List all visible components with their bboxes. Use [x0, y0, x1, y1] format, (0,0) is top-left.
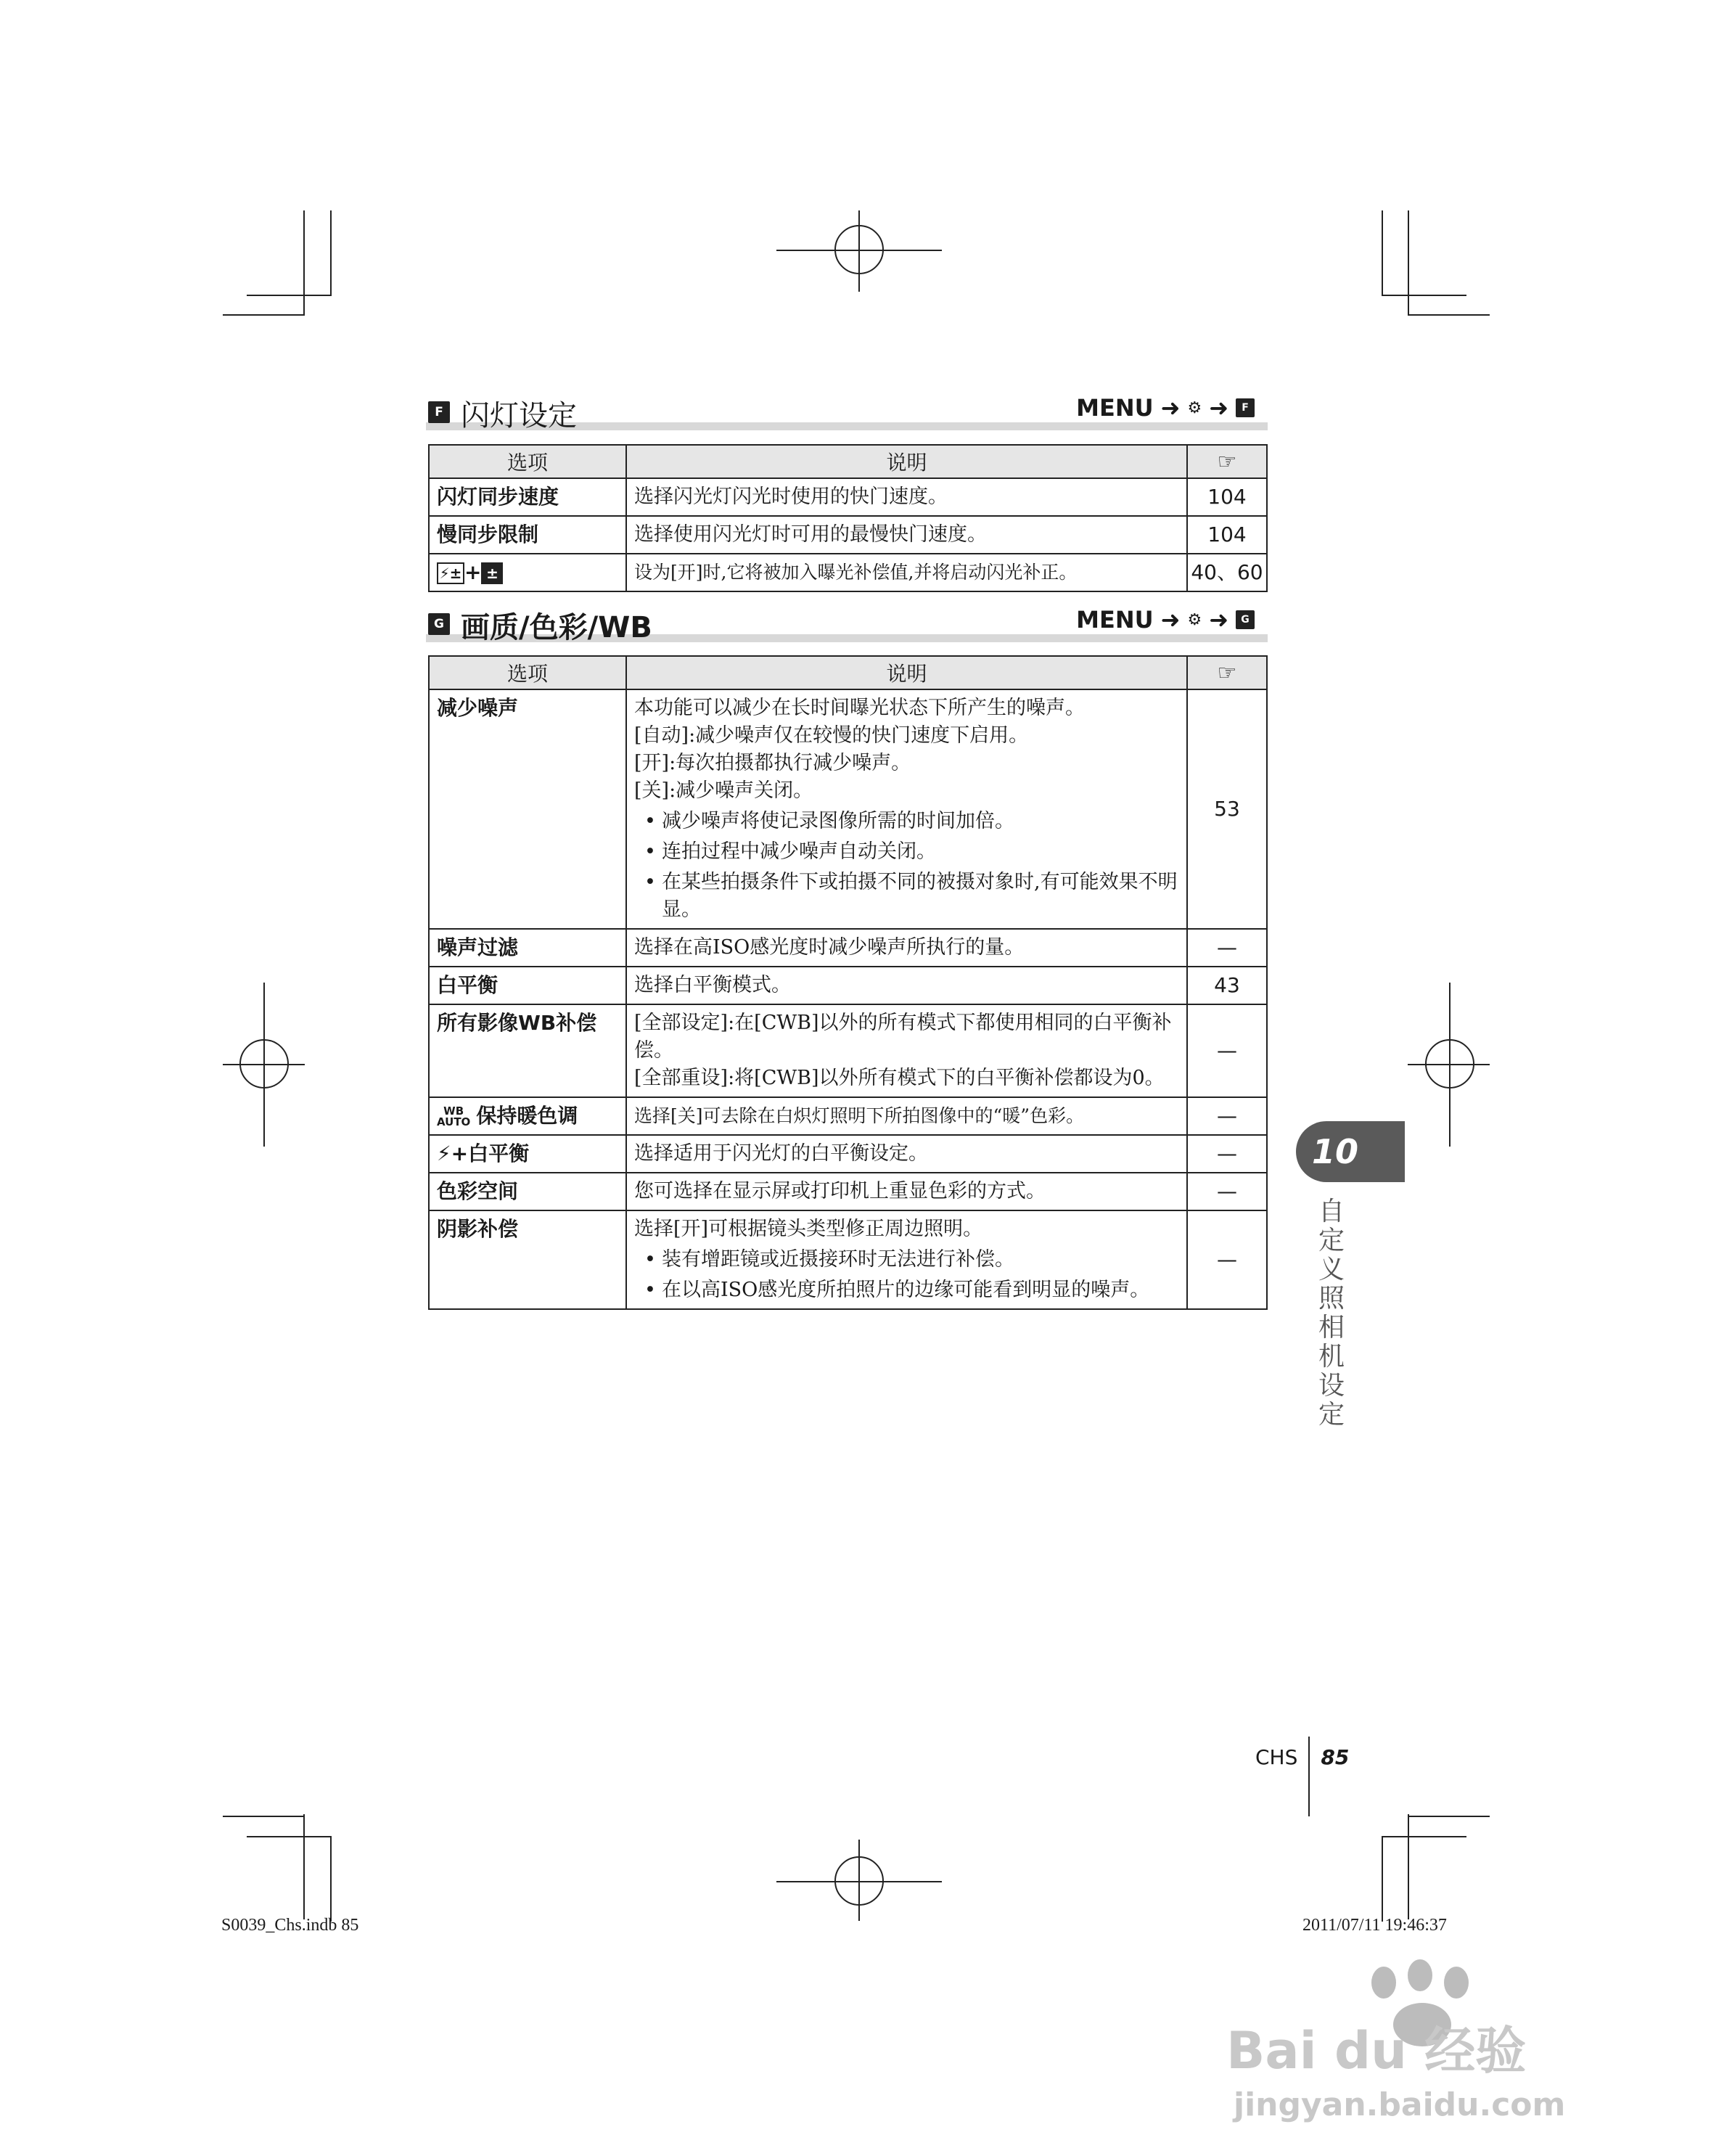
crop-mark: [223, 1064, 305, 1065]
crop-mark: [330, 210, 332, 296]
table-row: [429, 1097, 1267, 1135]
exposure-compensation-icon: ±: [481, 562, 503, 584]
description-cell: 选择[关]可去除在白炽灯照明下所拍图像中的“暖”色彩。: [626, 1097, 1187, 1135]
crop-mark: [247, 1836, 332, 1837]
arrow-right-icon: ➜: [1160, 606, 1181, 634]
table-row: [429, 1135, 1267, 1173]
table-row: [429, 1173, 1267, 1210]
ref-cell: —: [1187, 1004, 1267, 1097]
table-row: [429, 478, 1267, 516]
description-cell: 选择使用闪光灯时可用的最慢快门速度。: [626, 516, 1187, 554]
ref-cell: 53: [1187, 689, 1267, 929]
crop-mark: [858, 1840, 860, 1921]
flash-settings-icon: F: [428, 401, 450, 423]
description-cell: 设为[开]时,它将被加入曝光补偿值,并将启动闪光补正。: [626, 554, 1187, 591]
crop-mark: [1408, 1816, 1490, 1817]
table-row: [429, 967, 1267, 1004]
ref-cell: —: [1187, 1210, 1267, 1309]
divider: [1308, 1737, 1310, 1816]
arrow-right-icon: ➜: [1160, 394, 1181, 422]
ref-cell: 104: [1187, 478, 1267, 516]
option-cell: [429, 1135, 626, 1173]
crop-mark: [1408, 314, 1490, 316]
table-row: [429, 689, 1267, 929]
bullet-note: • 在某些拍摄条件下或拍摄不同的被摄对象时,有可能效果不明显。: [634, 869, 1179, 924]
chapter-tab: 10: [1296, 1121, 1405, 1182]
plus-sign: +: [464, 560, 482, 584]
description-cell: [626, 1004, 1187, 1097]
crop-mark: [223, 1816, 305, 1817]
description-line: [开]:每次拍摄都执行减少噪声。: [634, 752, 911, 774]
page-reference-icon: ☞: [1217, 660, 1237, 686]
option-cell: 白平衡: [429, 967, 626, 1004]
paw-icon: [1408, 1959, 1432, 1991]
ref-cell: —: [1187, 929, 1267, 967]
crop-mark: [1408, 1814, 1409, 1919]
section-title: 画质/色彩/WB: [461, 611, 652, 644]
crop-mark: [1382, 210, 1383, 296]
crop-mark: [247, 295, 332, 296]
column-header-ref: [1187, 656, 1267, 689]
table-row: [429, 554, 1267, 591]
arrow-right-icon: ➜: [1209, 394, 1228, 422]
ref-cell: —: [1187, 1173, 1267, 1210]
image-quality-icon: G: [1236, 610, 1255, 629]
image-quality-icon: G: [428, 613, 450, 635]
crop-mark: [1382, 295, 1466, 296]
section-image-quality-header: [426, 606, 1268, 644]
crop-mark: [303, 210, 305, 316]
option-cell: 所有影像WB补偿: [429, 1004, 626, 1097]
column-header-option: 选项: [429, 656, 626, 689]
gear-icon: ⚙: [1187, 610, 1202, 629]
crop-mark: [1382, 1836, 1383, 1922]
table-header: [429, 445, 1267, 478]
flash-icon: ⚡: [437, 1141, 451, 1165]
section-flash-header: [426, 394, 1268, 433]
chapter-title-vertical: 自定义照相机设定: [1318, 1197, 1345, 1430]
crop-mark: [776, 250, 942, 251]
ref-cell: 40、60: [1187, 554, 1267, 591]
option-cell: 减少噪声: [429, 689, 626, 929]
crop-mark: [858, 210, 860, 292]
paw-icon: [1371, 1967, 1396, 1999]
flash-settings-icon: F: [1236, 398, 1255, 417]
description-cell: 选择在高ISO感光度时减少噪声所执行的量。: [626, 929, 1187, 967]
menu-label: MENU: [1076, 606, 1154, 634]
watermark: [1226, 1959, 1604, 2134]
description-line: [全部重设]:将[CWB]以外所有模式下的白平衡补偿都设为0。: [634, 1067, 1165, 1089]
watermark-url: jingyan.baidu.com: [1234, 2086, 1566, 2123]
crop-mark: [330, 1836, 332, 1922]
description-cell: [626, 689, 1187, 929]
page-number-block: [1255, 1745, 1349, 1769]
ref-cell: —: [1187, 1135, 1267, 1173]
image-quality-table: [428, 655, 1268, 1310]
description-cell: 选择适用于闪光灯的白平衡设定。: [626, 1135, 1187, 1173]
option-cell: [429, 1097, 626, 1135]
crop-mark: [1408, 1064, 1490, 1065]
description-cell: 选择闪光灯闪光时使用的快门速度。: [626, 478, 1187, 516]
ref-cell: —: [1187, 1097, 1267, 1135]
crop-mark: [776, 1881, 942, 1882]
option-cell: 阴影补偿: [429, 1210, 626, 1309]
description-line: 选择[开]可根据镜头类型修正周边照明。: [634, 1218, 983, 1240]
option-cell: 噪声过滤: [429, 929, 626, 967]
paw-icon: [1444, 1967, 1469, 1999]
gear-icon: ⚙: [1187, 398, 1202, 417]
crop-mark: [1382, 1836, 1466, 1837]
option-cell: 色彩空间: [429, 1173, 626, 1210]
footer-timestamp: 2011/07/11 19:46:37: [1302, 1916, 1447, 1935]
bullet-note: • 装有增距镜或近摄接环时无法进行补偿。: [634, 1246, 1179, 1274]
page-number: 85: [1321, 1745, 1350, 1769]
bullet-note: • 连拍过程中减少噪声自动关闭。: [634, 838, 1179, 866]
description-cell: 您可选择在显示屏或打印机上重显色彩的方式。: [626, 1173, 1187, 1210]
description-line: [关]:减少噪声关闭。: [634, 779, 813, 802]
ref-cell: 104: [1187, 516, 1267, 554]
table-header: [429, 656, 1267, 689]
crop-mark: [303, 1814, 305, 1919]
ref-cell: 43: [1187, 967, 1267, 1004]
column-header-ref: [1187, 445, 1267, 478]
footer-file-slug: S0039_Chs.indb 85: [221, 1916, 359, 1935]
watermark-brand: Bai du 经验: [1226, 2021, 1527, 2081]
column-header-option: 选项: [429, 445, 626, 478]
table-row: [429, 516, 1267, 554]
table-row: [429, 929, 1267, 967]
crop-mark: [1408, 210, 1409, 316]
option-cell: 闪灯同步速度: [429, 478, 626, 516]
flash-compensation-icon: ⚡±: [437, 562, 464, 584]
section-title: 闪灯设定: [461, 399, 577, 433]
menu-path: [1076, 606, 1255, 634]
description-line: [全部设定]:在[CWB]以外的所有模式下都使用相同的白平衡补偿。: [634, 1012, 1172, 1062]
option-cell: [429, 554, 626, 591]
option-label: +白平衡: [451, 1141, 530, 1165]
wb-auto-icon: WB AUTO: [437, 1104, 471, 1128]
column-header-description: 说明: [626, 656, 1187, 689]
description-line: 本功能可以减少在长时间曝光状态下所产生的噪声。: [634, 697, 1085, 719]
arrow-right-icon: ➜: [1209, 606, 1228, 634]
bullet-note: • 在以高ISO感光度所拍照片的边缘可能看到明显的噪声。: [634, 1276, 1179, 1304]
menu-path: [1076, 394, 1255, 422]
bullet-note: • 减少噪声将使记录图像所需的时间加倍。: [634, 808, 1179, 835]
page-reference-icon: ☞: [1217, 448, 1237, 475]
table-row: [429, 1004, 1267, 1097]
table-row: [429, 1210, 1267, 1309]
column-header-description: 说明: [626, 445, 1187, 478]
description-cell: [626, 1210, 1187, 1309]
description-line: [自动]:减少噪声仅在较慢的快门速度下启用。: [634, 724, 1029, 747]
option-label: 保持暖色调: [476, 1104, 578, 1128]
crop-mark: [223, 314, 305, 316]
menu-label: MENU: [1076, 394, 1154, 422]
language-code: CHS: [1255, 1745, 1298, 1769]
option-cell: 慢同步限制: [429, 516, 626, 554]
flash-settings-table: [428, 444, 1268, 592]
description-cell: 选择白平衡模式。: [626, 967, 1187, 1004]
